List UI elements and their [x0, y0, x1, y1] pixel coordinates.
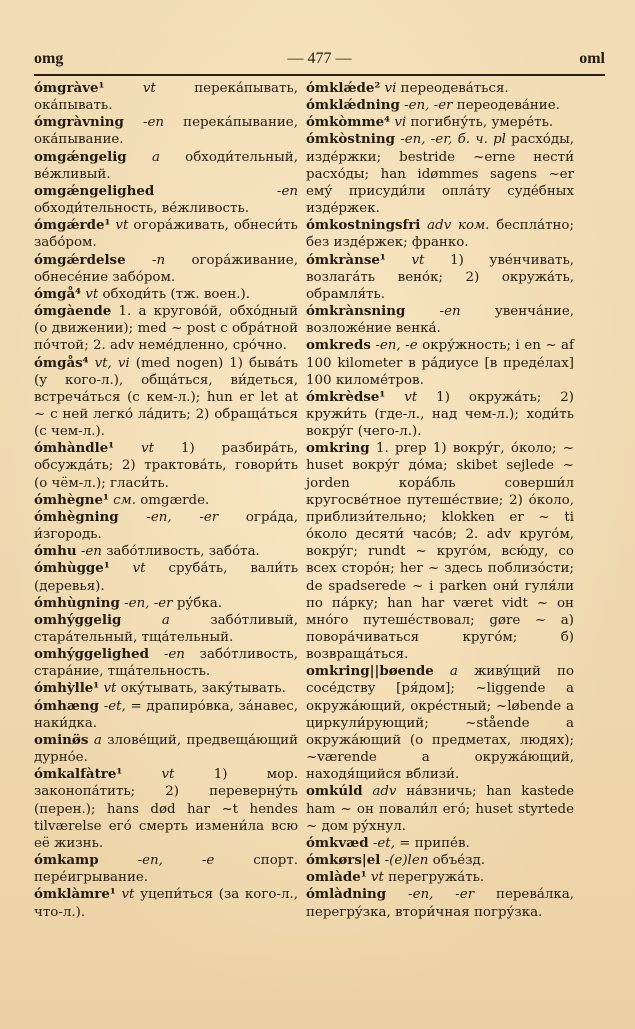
entry-headword: omhýggelighed	[34, 646, 150, 663]
entry-definition: огора́живать, обнеси́ть забо́ром.	[34, 218, 298, 251]
dictionary-entry	[34, 80, 298, 114]
entry-headword: ómgàende	[34, 303, 112, 320]
entry-headword: ómgràvning	[34, 114, 124, 131]
dictionary-entry	[34, 680, 298, 697]
entry-definition: 1) уве́нчивать, возлага́ть вено́к; 2) окружа́ть, обрамля́ть.	[306, 252, 575, 302]
page-number: — 477 —	[287, 50, 352, 67]
entry-grammar: -en, -er	[124, 595, 173, 611]
dictionary-entry	[34, 595, 298, 612]
entry-headword: ómkørs|el	[306, 852, 381, 869]
entry-definition: 1) окружа́ть; 2) кружи́ть (где-л., над чем-л.); ходи́ть вокру́г (чего-л.).	[306, 389, 574, 440]
dictionary-entry	[34, 612, 298, 646]
entry-definition: перева́лка, перегру́зка, втори́чная погру́зка.	[306, 887, 574, 920]
dictionary-entry	[306, 252, 574, 303]
dictionary-entry	[34, 355, 298, 441]
entry-headword: ómgǽrdelse	[34, 251, 126, 268]
entry-definition: обходи́тельный, ве́жливый.	[34, 149, 298, 182]
dictionary-entry	[306, 663, 574, 783]
entry-definition: живу́щий по сосе́дству [ря́дом]; ~liggende a окружа́ющий, окре́стный; ~løbende a циркули́рующий; ~stående a окружа́ющий (о предметах, людях); ~værende a окружа́ющий, находя́щийся вблизи́.	[306, 664, 574, 783]
dictionary-entry	[34, 509, 298, 543]
entry-definition: оку́тывать, заку́тывать.	[120, 681, 286, 697]
dictionary-entry	[34, 492, 298, 509]
dictionary-entry	[34, 183, 298, 217]
entry-headword: omkreds	[306, 337, 371, 354]
header-left-guideword: omg	[34, 50, 64, 67]
entry-definition: обходи́тельность, ве́жливость.	[34, 201, 250, 217]
entry-definition: перека́пывание, ока́пывание.	[34, 115, 298, 148]
dictionary-entry	[306, 389, 574, 440]
dictionary-entry	[34, 766, 298, 852]
entry-grammar: vt	[142, 81, 156, 96]
entry-grammar: -et, =	[103, 698, 142, 714]
entry-headword: ómkrànse¹	[306, 251, 386, 268]
dictionary-entry	[306, 869, 574, 886]
entry-headword: omlàde¹	[306, 869, 367, 886]
entry-grammar: vt	[370, 870, 384, 886]
entry-definition: сруба́ть, вали́ть (деревья).	[34, 561, 298, 594]
entry-grammar: vt	[103, 681, 117, 697]
entry-grammar: vt	[411, 252, 425, 268]
entry-grammar: -en	[439, 304, 461, 320]
entry-headword: ómkrèdse¹	[306, 388, 386, 405]
entry-definition: погибну́ть, умере́ть.	[410, 115, 554, 131]
entry-headword: omgǽngelig	[34, 148, 127, 165]
entry-headword: ómgås⁴	[34, 354, 89, 371]
entry-definition: увенча́ние, возложе́ние венка́.	[306, 304, 574, 337]
entry-grammar: vt	[85, 286, 99, 302]
entry-grammar: -et, =	[372, 835, 411, 851]
entry-headword: ómkòmme⁴	[306, 114, 391, 131]
entry-grammar: vt	[115, 218, 129, 234]
entry-grammar: vt	[161, 767, 175, 783]
entry-definition: переодева́ться.	[400, 81, 509, 96]
dictionary-entry	[34, 252, 298, 286]
entry-headword: ómhu	[34, 543, 77, 560]
entry-definition: переодева́ние.	[456, 98, 560, 114]
entry-definition: забо́тливость, стара́ние, тща́тельность.	[34, 647, 298, 680]
entry-headword: ómkamp	[34, 852, 99, 869]
entry-grammar: adv ком.	[427, 218, 490, 234]
entry-definition: 1. a кругово́й, обхо́дный (о движении); med ~ post с обра́тной по́чтой; 2. adv неме́дленно, сро́чно.	[34, 304, 298, 354]
entry-headword: ominø̈s	[34, 731, 89, 748]
entry-grammar: -en	[163, 647, 185, 663]
page-header	[34, 48, 605, 74]
entry-grammar: adv	[372, 784, 397, 800]
entry-grammar: -en, -er, б. ч. pl	[400, 132, 506, 148]
entry-definition: расхо́ды, изде́ржки; bestride ~erne нести́ расхо́ды; han idømmes sagens ~er ему́ присуди́ли опла́ту суде́бных изде́ржек.	[306, 132, 574, 217]
entry-definition: огра́да, и́згородь.	[34, 509, 298, 543]
entry-headword: ómklǽdning	[306, 97, 400, 114]
entry-grammar: -en, -e	[375, 338, 418, 354]
entry-definition: обходи́ть (тж. воен.).	[102, 286, 251, 302]
entry-grammar: -en, -er	[404, 98, 453, 114]
dictionary-entry	[34, 303, 298, 354]
entry-definition: на́взничь; han kastede ham ~ он повали́л его́; huset styrtede ~ дом ру́хнул.	[306, 784, 574, 834]
dictionary-entry	[306, 337, 574, 388]
dictionary-entry	[34, 732, 298, 766]
entry-headword: ómhæng	[34, 697, 99, 714]
entry-headword: ómkvæd	[306, 834, 369, 851]
entry-grammar: vt	[132, 561, 146, 577]
entry-grammar: см.	[113, 492, 136, 508]
entry-headword: ómgǽrde¹	[34, 217, 111, 234]
dictionary-entry	[34, 286, 298, 303]
entry-headword: ómhỳlle¹	[34, 680, 100, 697]
entry-grammar: a	[161, 612, 170, 628]
entry-headword: ómhùgge¹	[34, 560, 110, 577]
entry-definition: припе́в.	[414, 835, 470, 851]
entry-grammar: a	[93, 732, 102, 748]
dictionary-entry	[306, 852, 574, 869]
dictionary-entry	[34, 698, 298, 732]
entry-grammar: a	[151, 149, 160, 165]
dictionary-entry	[34, 543, 298, 560]
entry-definition: злове́щий, предвеща́ющий дурно́е.	[34, 732, 299, 766]
entry-definition: 1) мор. законопа́тить; 2) переверну́ть (перен.); hans død har ~t hendes tilværelse его́ смерть измени́ла всю её жизнь.	[34, 767, 298, 851]
dictionary-entry	[306, 97, 574, 114]
entry-headword: omhýggelig	[34, 611, 122, 628]
entry-grammar: vt, vi	[94, 355, 130, 371]
entry-grammar: vt	[404, 389, 418, 405]
entry-grammar: vt	[121, 887, 135, 903]
dictionary-entry	[34, 149, 298, 183]
entry-definition: спорт. пере́игрывание.	[34, 853, 298, 886]
entry-headword: ómhègning	[34, 508, 119, 525]
dictionary-entry	[306, 80, 574, 97]
dictionary-entry	[34, 646, 298, 680]
dictionary-entry	[34, 114, 298, 148]
entry-headword: ómhùgning	[34, 594, 120, 611]
dictionary-entry	[34, 886, 298, 920]
entry-grammar: vt	[141, 441, 154, 457]
entry-grammar: -en, -er	[408, 887, 475, 903]
dictionary-entry	[306, 217, 574, 251]
dictionary-entry	[306, 886, 574, 920]
entry-grammar: -en, -er	[146, 509, 219, 525]
dictionary-entry	[306, 783, 574, 834]
entry-definition: забо́тливость, забо́та.	[106, 544, 260, 560]
header-rule	[34, 74, 605, 76]
entry-grammar: -en	[276, 183, 298, 199]
entry-headword: ómkostningsfri	[306, 217, 421, 234]
entry-headword: ómkalfàtre¹	[34, 766, 123, 783]
left-column	[34, 80, 298, 921]
entry-definition: omgærde.	[140, 492, 210, 508]
entry-headword: ómhàndle¹	[34, 440, 115, 457]
dictionary-entry	[34, 852, 298, 886]
entry-headword: omgǽngelighed	[34, 182, 155, 199]
entry-definition: (med nogen) 1) быва́ть (у кого-л.), обща́ться, ви́деться, встреча́ться (с кем-л.); hun er let at ~ с ней легко́ ла́дить; 2) обраща́ться (с чем-л.).	[34, 355, 298, 440]
entry-grammar: -en	[142, 115, 165, 131]
entry-headword: ómgràve¹	[34, 80, 105, 96]
dictionary-entry	[306, 131, 574, 217]
entry-headword: ómklàmre¹	[34, 886, 116, 903]
entry-grammar: a	[449, 664, 458, 680]
entry-headword: ómgå⁴	[34, 285, 82, 302]
entry-grammar: -(e)len	[384, 853, 429, 869]
entry-grammar: -n	[151, 252, 166, 268]
entry-definition: драпиро́вка, за́навес, наки́дка.	[34, 698, 298, 731]
entry-headword: ómklǽde²	[306, 80, 381, 96]
entry-definition: окру́жность; i en ~ af 100 kilometer в ра́диусе [в преде́лах] 100 киломе́тров.	[306, 338, 574, 388]
entry-headword: omkring	[306, 440, 370, 457]
dictionary-entry	[34, 440, 298, 491]
entry-grammar: vi	[394, 115, 407, 131]
entry-headword: ómhègne¹	[34, 491, 109, 508]
header-right-guideword: oml	[579, 50, 605, 67]
dictionary-entry	[34, 217, 298, 251]
entry-definition: перека́пывать, ока́пывать.	[34, 81, 298, 114]
entry-definition: объе́зд.	[432, 853, 486, 869]
dictionary-entry	[34, 560, 298, 594]
entry-headword: omkring||bøende	[306, 663, 434, 680]
entry-headword: ómkrànsning	[306, 303, 406, 320]
entry-headword: ómkòstning	[306, 131, 395, 148]
dictionary-entry	[306, 114, 574, 131]
entry-grammar: -en	[80, 544, 102, 560]
dictionary-entry	[306, 303, 574, 337]
right-column	[306, 80, 574, 921]
entry-grammar: vi	[384, 81, 397, 96]
entry-definition: забо́тливый, стара́тельный, тща́тельный.	[34, 612, 298, 645]
entry-headword: omkúld	[306, 783, 363, 800]
entry-definition: 1) разбира́ть, обсужда́ть; 2) трактова́ть, говори́ть (о чём-л.); гласи́ть.	[34, 441, 298, 491]
paper-shade	[0, 949, 635, 1029]
dictionary-entry	[306, 440, 574, 663]
entry-definition: беспла́тно; без изде́ржек; франко.	[306, 218, 574, 251]
entry-definition: перегружа́ть.	[388, 870, 485, 886]
entry-definition: огора́живание, обнесе́ние забо́ром.	[34, 252, 298, 285]
entry-definition: 1. prep 1) вокру́г, о́коло; ~ huset вокру́г до́ма; skibet sejlede ~ jorden кора́бль соверши́л кругосве́тное путеше́ствие; 2) о́коло, приблизи́тельно; klokken er ~ ti о́коло десяти́ часо́в; 2. adv круго́м, вокру́г; rundt ~ круго́м, всю́ду, со всех сторо́н; her ~ здесь поблизо́сти; de spadserede ~ i parken они́ гуля́ли по па́рку; han har været vidt ~ он мно́го путеше́ствовал; gøre ~ а) повора́чиваться круго́м; б) возвраща́ться.	[306, 441, 574, 663]
entry-definition: ру́бка.	[176, 595, 222, 611]
entry-grammar: -en, -e	[137, 853, 215, 869]
entry-definition: уцепи́ться (за кого-л., что-л.).	[34, 887, 298, 920]
dictionary-entry	[306, 835, 574, 852]
entry-headword: ómlàdning	[306, 886, 387, 903]
